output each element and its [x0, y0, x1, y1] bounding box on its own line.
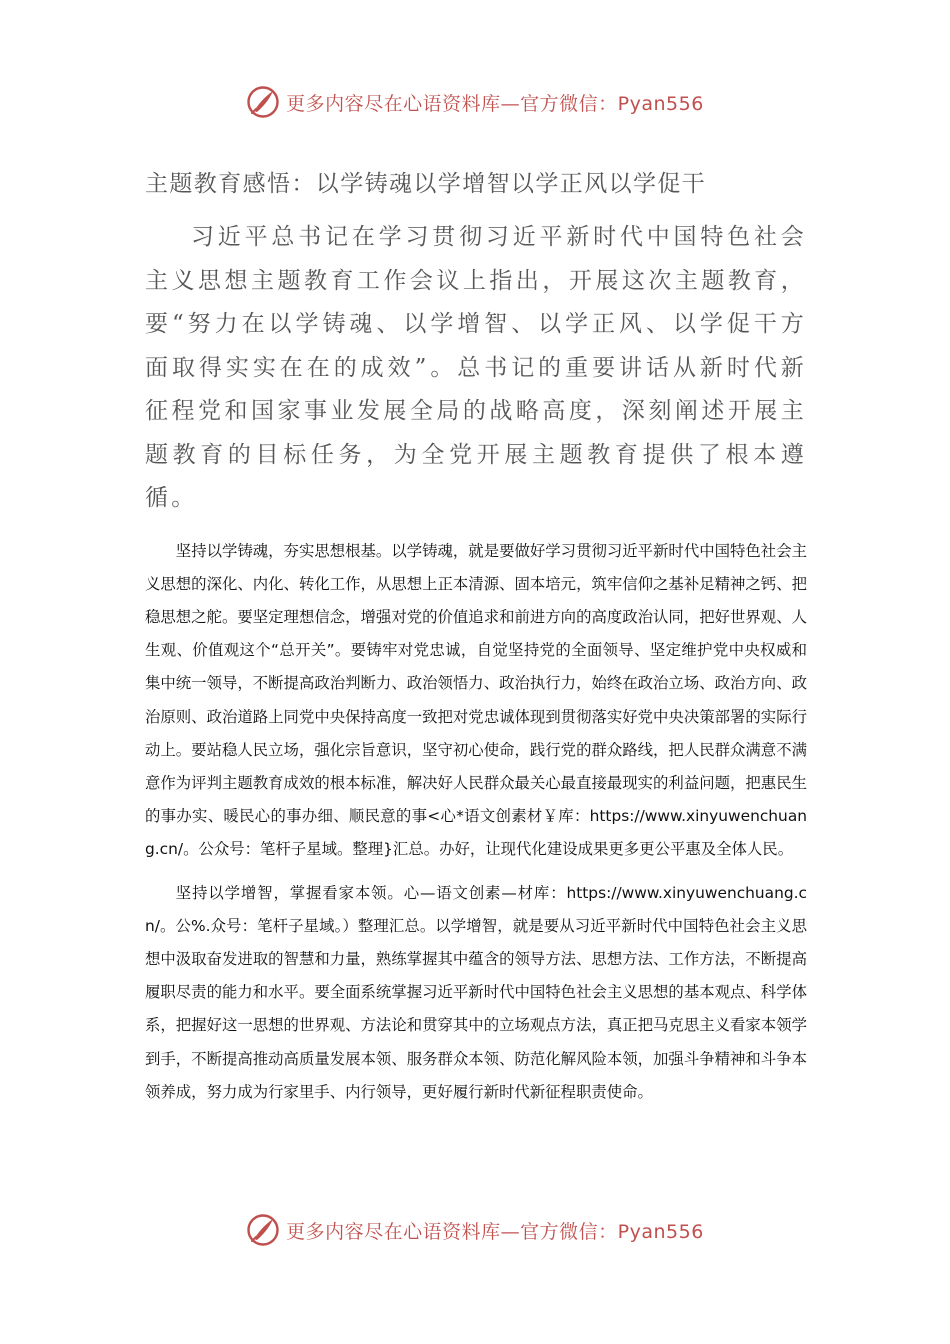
- header-banner-label: 更多内容尽在心语资料库—官方微信：: [286, 92, 618, 115]
- pen-brush-logo-icon: [246, 1213, 280, 1247]
- pen-brush-logo-icon: [246, 85, 280, 119]
- document-body: [145, 160, 807, 1109]
- footer-banner-inner: [246, 1213, 704, 1247]
- footer-banner: [0, 1210, 950, 1250]
- header-banner: [0, 82, 950, 122]
- header-banner-text: [286, 89, 704, 116]
- body-paragraph-1: 坚持以学铸魂，夯实思想根基。以学铸魂，就是要做好学习贯彻习近平新时代中国特色社会主义思想的深化、内化、转化工作，从思想上正本清源、固本培元，筑牢信仰之基补足精神之钙、把稳思想之舵。要坚定理想信念，增强对党的价值追求和前进方向的高度政治认同，把好世界观、人生观、价值观这个“总开关”。要铸牢对党忠诚，自觉坚持党的全面领导、坚定维护党中央权威和集中统一领导，不断提高政治判断力、政治领悟力、政治执行力，始终在政治立场、政治方向、政治原则、政治道路上同党中央保持高度一致把对党忠诚体现到贯彻落实好党中央决策部署的实际行动上。要站稳人民立场，强化宗旨意识，坚守初心使命，践行党的群众路线，把人民群众满意不满意作为评判主题教育成效的根本标准，解决好人民群众最关心最直接最现实的利益问题，把惠民生的事办实、暖民心的事办细、顺民意的事<心*语文创素材￥库：https://www.xinyuwenchuang.cn/。公众号：笔杆子星域。整理}汇总。办好，让现代化建设成果更多更公平惠及全体人民。: [145, 541, 807, 859]
- footer-banner-text: [286, 1217, 704, 1244]
- document-title: 主题教育感悟：以学铸魂以学增智以学正风以学促干: [145, 171, 707, 197]
- lead-paragraph: 习近平总书记在学习贯彻习近平新时代中国特色社会主义思想主题教育工作会议上指出，开展这次主题教育，要“努力在以学铸魂、以学增智、以学正风、以学促干方面取得实实在在的成效”。总书记的重要讲话从新时代新征程党和国家事业发展全局的战略高度，深刻阐述开展主题教育的目标任务，为全党开展主题教育提供了根本遵循。: [145, 224, 807, 511]
- footer-banner-label: 更多内容尽在心语资料库—官方微信：: [286, 1220, 618, 1243]
- footer-banner-brand: Pyan556: [617, 1220, 704, 1243]
- header-banner-brand: Pyan556: [617, 92, 704, 115]
- header-banner-inner: [246, 85, 704, 119]
- body-paragraph-2: 坚持以学增智，掌握看家本领。心—语文创素—材库：https://www.xinyuwenchuang.cn/。公%.众号：笔杆子星域。）整理汇总。以学增智，就是要从习近平新时代中国特色社会主义思想中汲取奋发进取的智慧和力量，熟练掌握其中蕴含的领导方法、思想方法、工作方法，不断提高履职尽责的能力和水平。要全面系统掌握习近平新时代中国特色社会主义思想的基本观点、科学体系，把握好这一思想的世界观、方法论和贯穿其中的立场观点方法，真正把马克思主义看家本领学到手，不断提高推动高质量发展本领、服务群众本领、防范化解风险本领，加强斗争精神和斗争本领养成，努力成为行家里手、内行领导，更好履行新时代新征程职责使命。: [145, 883, 807, 1101]
